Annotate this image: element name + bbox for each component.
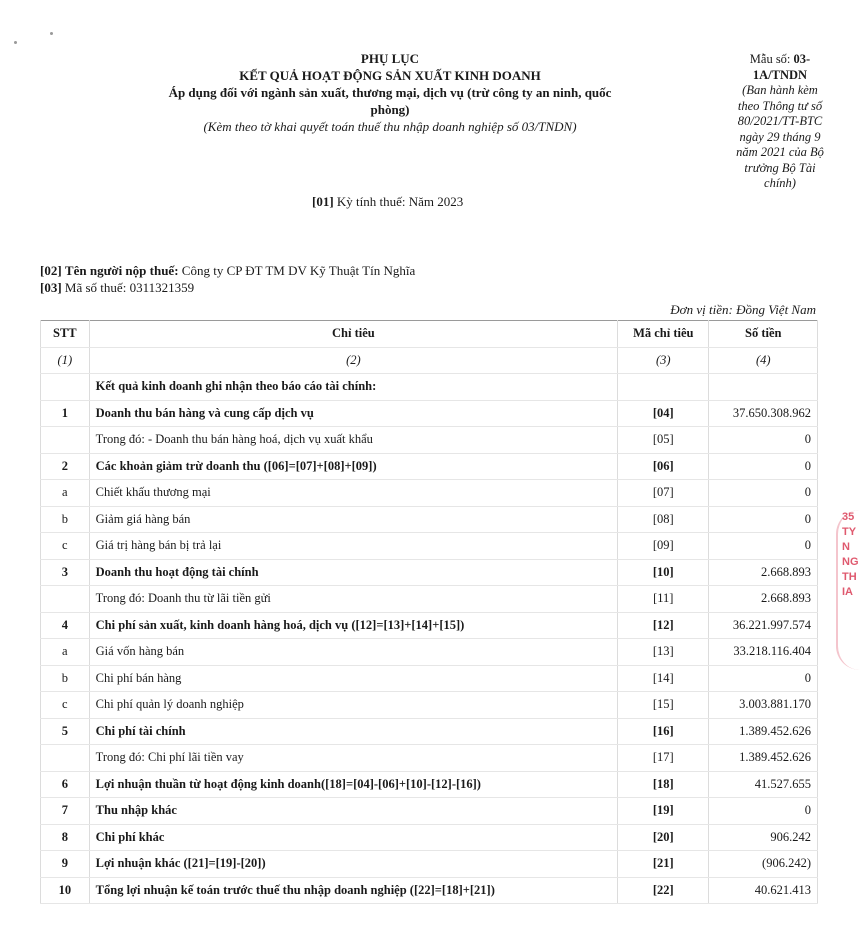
row-code: [20] (618, 824, 709, 851)
row-item: Chi phí khác (89, 824, 617, 851)
row-code: [17] (618, 745, 709, 772)
row-amount: 0 (709, 665, 818, 692)
header-amount: Số tiền (709, 321, 818, 348)
table-row (41, 665, 818, 692)
form-note (735, 52, 825, 192)
row-amount: 3.003.881.170 (709, 692, 818, 719)
taxpayer-info (40, 262, 415, 296)
taxpayer-name-line (40, 262, 415, 279)
stamp-text (842, 510, 860, 600)
taxpayer-taxid-value: 0311321359 (129, 280, 195, 295)
column-index-row (41, 347, 818, 374)
row-item: Doanh thu hoạt động tài chính (89, 559, 617, 586)
row-item: Trong đó: Doanh thu từ lãi tiền gửi (89, 586, 617, 613)
row-code: [19] (618, 798, 709, 825)
currency-unit: Đơn vị tiền: Đồng Việt Nam (670, 302, 816, 317)
title-scope: Áp dụng đối với ngành sản xuất, thương mại, dịch vụ (trừ công ty an ninh, quốc phòng) (168, 85, 612, 117)
taxpayer-taxid-line (40, 279, 415, 296)
row-amount: 0 (709, 453, 818, 480)
row-code: [12] (618, 612, 709, 639)
row-code: [18] (618, 771, 709, 798)
row-code: [15] (618, 692, 709, 719)
row-item: Thu nhập khác (89, 798, 617, 825)
row-stt: a (41, 639, 90, 666)
row-stt (41, 586, 90, 613)
row-stt: 9 (41, 851, 90, 878)
scan-speck (14, 41, 17, 44)
scan-speck (50, 32, 53, 35)
table-row (41, 400, 818, 427)
row-stt: c (41, 533, 90, 560)
row-stt: 4 (41, 612, 90, 639)
row-item: Chi phí quản lý doanh nghiệp (89, 692, 617, 719)
index-4: (4) (709, 347, 818, 374)
row-stt: 6 (41, 771, 90, 798)
row-amount: 37.650.308.962 (709, 400, 818, 427)
table-row (41, 771, 818, 798)
title-report-name: KẾT QUẢ HOẠT ĐỘNG SẢN XUẤT KINH DOANH (239, 68, 541, 83)
form-issued-note: (Ban hành kèm theo Thông tư số 80/2021/TT-BTC ngày 29 tháng 9 năm 2021 của Bộ trưởng Bộ Tài chính) (736, 83, 824, 190)
tax-period-code: [01] (312, 194, 334, 209)
row-code: [07] (618, 480, 709, 507)
row-item: Chiết khấu thương mại (89, 480, 617, 507)
row-amount: 0 (709, 480, 818, 507)
table-row (41, 639, 818, 666)
table-row (41, 612, 818, 639)
row-item: Tổng lợi nhuận kế toán trước thuế thu nhập doanh nghiệp ([22]=[18]+[21]) (89, 877, 617, 904)
document-title-block (130, 50, 650, 135)
row-stt: 7 (41, 798, 90, 825)
income-statement-table (40, 320, 818, 904)
row-amount: 906.242 (709, 824, 818, 851)
section-title: Kết quả kinh doanh ghi nhận theo báo cáo tài chính: (89, 374, 617, 401)
stamp-fragment: NG (842, 556, 859, 568)
header-code: Mã chỉ tiêu (618, 321, 709, 348)
title-appendix: PHỤ LỤC (360, 51, 420, 66)
row-amount: 0 (709, 427, 818, 454)
company-seal-stamp (836, 510, 860, 670)
row-item: Giá vốn hàng bán (89, 639, 617, 666)
taxpayer-taxid-label: Mã số thuế: (64, 280, 127, 295)
table-row (41, 586, 818, 613)
row-amount: 41.527.655 (709, 771, 818, 798)
title-subtitle: (Kèm theo tờ khai quyết toán thuế thu nhập doanh nghiệp số 03/TNDN) (203, 119, 577, 134)
stamp-fragment: TY (842, 526, 857, 538)
row-amount: 36.221.997.574 (709, 612, 818, 639)
row-code: [08] (618, 506, 709, 533)
row-amount: 1.389.452.626 (709, 718, 818, 745)
stamp-fragment: 35 (842, 511, 855, 523)
row-item: Chi phí bán hàng (89, 665, 617, 692)
section-title-row (41, 374, 818, 401)
row-item: Lợi nhuận khác ([21]=[19]-[20]) (89, 851, 617, 878)
row-stt: 8 (41, 824, 90, 851)
row-code: [14] (618, 665, 709, 692)
taxpayer-name-value: Công ty CP ĐT TM DV Kỹ Thuật Tín Nghĩa (181, 263, 416, 278)
table-row (41, 427, 818, 454)
table-row (41, 851, 818, 878)
row-stt: 2 (41, 453, 90, 480)
row-item: Lợi nhuận thuần từ hoạt động kinh doanh([18]=[04]-[06]+[10]-[12]-[16]) (89, 771, 617, 798)
row-item: Trong đó: - Doanh thu bán hàng hoá, dịch vụ xuất khẩu (89, 427, 617, 454)
table-row (41, 824, 818, 851)
table-row (41, 559, 818, 586)
index-1: (1) (41, 347, 90, 374)
row-amount: 2.668.893 (709, 586, 818, 613)
table-row (41, 798, 818, 825)
row-code: [06] (618, 453, 709, 480)
row-stt (41, 745, 90, 772)
form-prefix: Mẫu số: (749, 52, 794, 66)
row-amount: (906.242) (709, 851, 818, 878)
stamp-fragment: N (842, 541, 850, 553)
header-stt: STT (41, 321, 90, 348)
taxpayer-name-label: Tên người nộp thuế: (64, 263, 179, 278)
row-code: [04] (618, 400, 709, 427)
table-row (41, 506, 818, 533)
row-stt (41, 427, 90, 454)
table-row (41, 718, 818, 745)
row-amount: 1.389.452.626 (709, 745, 818, 772)
row-stt: a (41, 480, 90, 507)
table-row (41, 480, 818, 507)
form-number: 03-1A/TNDN (752, 52, 811, 82)
index-3: (3) (618, 347, 709, 374)
row-item: Doanh thu bán hàng và cung cấp dịch vụ (89, 400, 617, 427)
row-item: Trong đó: Chi phí lãi tiền vay (89, 745, 617, 772)
table-row (41, 453, 818, 480)
row-item: Chi phí sản xuất, kinh doanh hàng hoá, dịch vụ ([12]=[13]+[14]+[15]) (89, 612, 617, 639)
row-stt: b (41, 506, 90, 533)
row-stt: c (41, 692, 90, 719)
stamp-fragment: TH (842, 571, 857, 583)
row-item: Chi phí tài chính (89, 718, 617, 745)
row-item: Giá trị hàng bán bị trả lại (89, 533, 617, 560)
row-amount: 2.668.893 (709, 559, 818, 586)
row-stt: 3 (41, 559, 90, 586)
table-row (41, 877, 818, 904)
row-code: [21] (618, 851, 709, 878)
row-item: Giảm giá hàng bán (89, 506, 617, 533)
row-amount: 0 (709, 798, 818, 825)
header-item: Chỉ tiêu (89, 321, 617, 348)
taxpayer-name-code: [02] (40, 263, 62, 278)
table-header-row (41, 321, 818, 348)
tax-period-label: Kỳ tính thuế: Năm 2023 (336, 194, 464, 209)
row-code: [11] (618, 586, 709, 613)
row-stt: 10 (41, 877, 90, 904)
row-amount: 0 (709, 533, 818, 560)
row-stt: 5 (41, 718, 90, 745)
row-item: Các khoản giảm trừ doanh thu ([06]=[07]+[08]+[09]) (89, 453, 617, 480)
row-code: [16] (618, 718, 709, 745)
table-row (41, 745, 818, 772)
table-row (41, 533, 818, 560)
taxpayer-taxid-code: [03] (40, 280, 62, 295)
row-amount: 40.621.413 (709, 877, 818, 904)
row-code: [13] (618, 639, 709, 666)
row-code: [09] (618, 533, 709, 560)
index-2: (2) (89, 347, 617, 374)
row-stt: 1 (41, 400, 90, 427)
row-stt: b (41, 665, 90, 692)
row-amount: 33.218.116.404 (709, 639, 818, 666)
row-code: [22] (618, 877, 709, 904)
row-amount: 0 (709, 506, 818, 533)
stamp-fragment: IA (842, 586, 853, 598)
tax-period (312, 194, 463, 210)
row-code: [10] (618, 559, 709, 586)
row-code: [05] (618, 427, 709, 454)
table-row (41, 692, 818, 719)
